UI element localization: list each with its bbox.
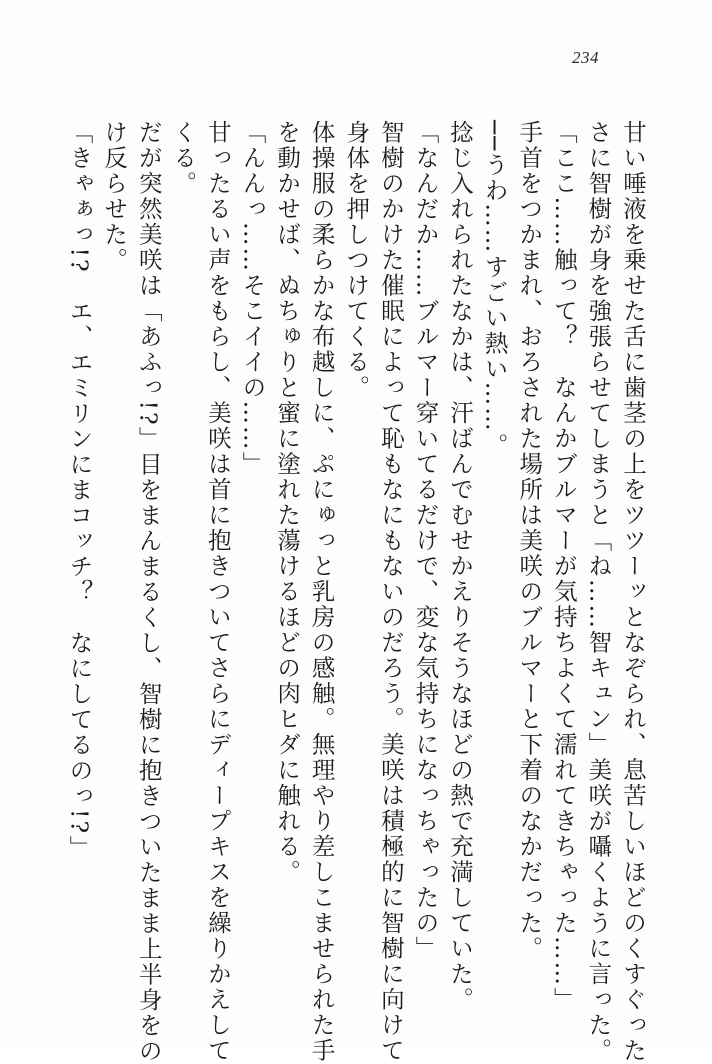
text-line: 「きゃぁっ!? エ、エミリンにまコッチ？ なにしてるのっ!?」 bbox=[65, 120, 94, 861]
page-number: 234 bbox=[572, 48, 599, 67]
text-line: 「んんっ……そこイイの……」 bbox=[238, 120, 267, 477]
text-line: 捻じ入れられたなかは、汗ばんでむせかえりそうなほどの熱で充満していた。 bbox=[446, 120, 475, 1013]
text-line: 手首をつかまれ、おろされた場所は美咲のブルマーと下着のなかだった。 bbox=[515, 120, 544, 962]
text-line: 「ここ……触って？ なんかブルマーが気持ちよくて濡れてきちゃった……」 bbox=[549, 120, 578, 1013]
text-line: 甘い唾液を乗せた舌に歯茎の上をツツーッとなぞられ、息苦しいほどのくすぐった bbox=[619, 120, 647, 1064]
text-line: 「なんだか……ブルマー穿いてるだけで、変な気持ちになっちゃったの」 bbox=[411, 120, 440, 962]
body-text bbox=[65, 120, 650, 1064]
text-line: だが突然美咲は「あふっ!?」目をまんまるくし、智樹に抱きついたまま上半身をの bbox=[134, 120, 163, 1064]
text-line: ──うわ……すごい熱い……。 bbox=[480, 120, 509, 459]
text-line: 智樹のかけた催眠によって恥もなにもないのだろう。美咲は積極的に智樹に向けて bbox=[376, 120, 405, 1064]
text-line: 甘ったるい声をもらし、美咲は首に抱きついてさらにディープキスを繰りかえして bbox=[203, 120, 232, 1064]
text-line: け反らせた。 bbox=[100, 120, 129, 273]
text-line: くる。 bbox=[169, 120, 198, 197]
text-line: 身体を押しつけてくる。 bbox=[342, 120, 371, 401]
text-line: を動かせば、ぬちゅりと蜜に塗れた蕩けるほどの肉ヒダに触れる。 bbox=[273, 120, 302, 885]
text-line: 体操服の柔らかな布越しに、ぷにゅっと乳房の感触。無理やり差しこませられた手 bbox=[307, 120, 336, 1064]
text-line: さに智樹が身を強張らせてしまうと「ね……智キュン」美咲が囁くように言った。 bbox=[584, 120, 613, 1064]
